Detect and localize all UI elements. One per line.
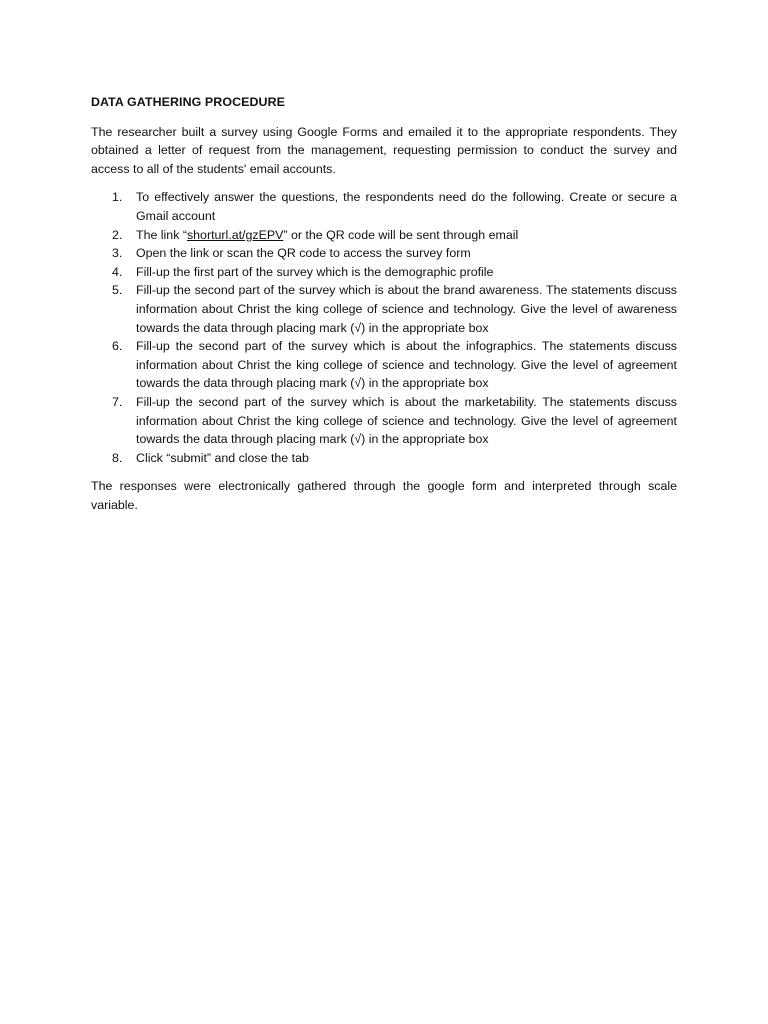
section-heading: DATA GATHERING PROCEDURE [91,95,285,109]
step-number: 7. [112,394,123,409]
step-text: Fill-up the first part of the survey which is the demographic profile [136,264,494,279]
list-item [91,188,677,225]
list-item [91,281,677,337]
step-text-pre: The link “ [136,227,187,242]
list-item [91,337,677,393]
step-number: 1. [112,190,123,205]
step-text: Fill-up the second part of the survey which is about the infographics. The statements discuss information about Christ the king college of science and technology. Give the level of agreement towards the data through placing mark (√) in the appropriate box [136,339,677,391]
step-text: Click “submit” and close the tab [136,450,309,465]
step-text-post: ” or the QR code will be sent through email [283,227,519,242]
step-number: 3. [112,246,123,261]
step-number: 8. [112,450,123,465]
step-number: 2. [112,227,123,242]
list-item [91,263,677,282]
intro-paragraph: The researcher built a survey using Google Forms and emailed it to the appropriate respondents. They obtained a letter of request from the management, requesting permission to conduct the survey and access to all of the students' email accounts. [91,124,677,176]
list-item [91,244,677,263]
procedure-steps-list [91,188,677,467]
list-item [91,449,677,468]
list-item [91,226,677,245]
step-text: Fill-up the second part of the survey which is about the brand awareness. The statements discuss information about Christ the king college of science and technology. Give the level of awareness towards the data through placing mark (√) in the appropriate box [136,283,677,335]
step-number: 6. [112,339,123,354]
step-number: 5. [112,283,123,298]
step-text: Open the link or scan the QR code to access the survey form [136,246,471,261]
survey-link[interactable]: shorturl.at/gzEPV [186,227,284,242]
closing-paragraph: The responses were electronically gathered through the google form and interpreted through scale variable. [91,479,677,512]
document-page [91,93,677,524]
step-number: 4. [112,264,123,279]
list-item [91,393,677,449]
step-text: To effectively answer the questions, the respondents need do the following. Create or secure a Gmail account [136,190,677,223]
step-text: Fill-up the second part of the survey which is about the marketability. The statements discuss information about Christ the king college of science and technology. Give the level of agreement towards the data through placing mark (√) in the appropriate box [136,394,677,447]
